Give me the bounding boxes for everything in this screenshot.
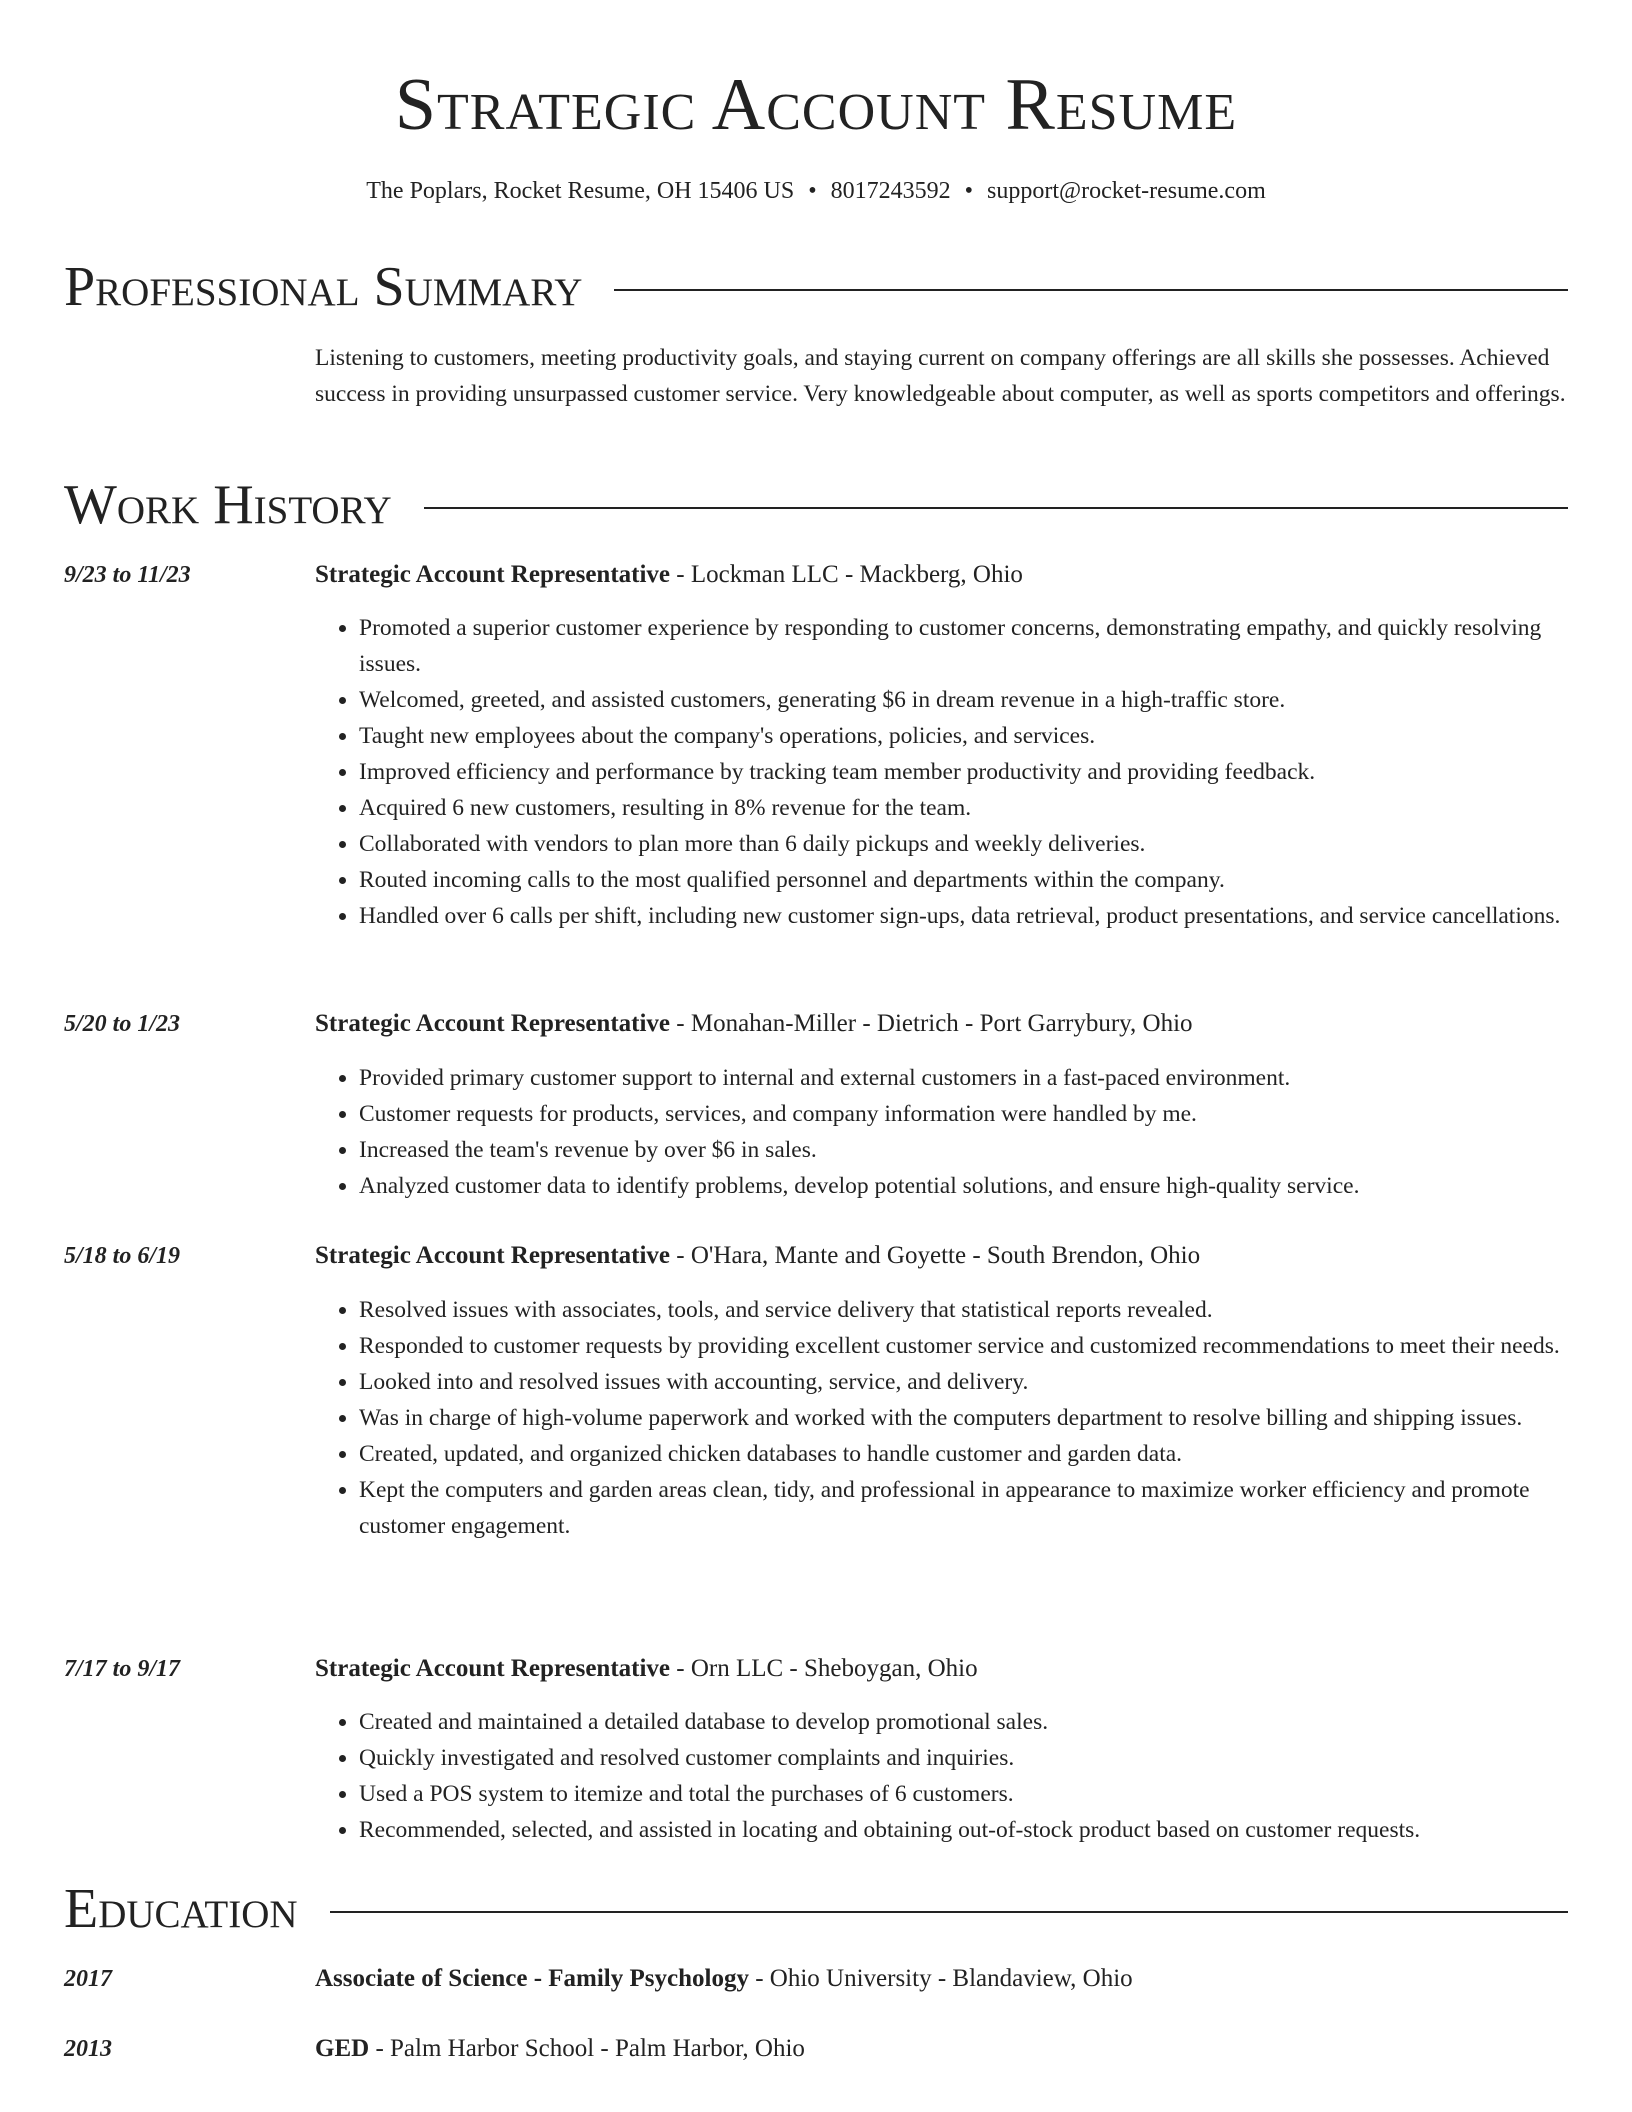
job-company: - Lockman LLC - Mackberg, Ohio [670, 561, 1023, 588]
education-degree: Associate of Science - Family Psychology [315, 1965, 749, 1992]
education-heading: Education [64, 1878, 298, 1940]
section-divider [424, 507, 1568, 509]
education-year: 2013 [64, 2036, 112, 2062]
job-company: - Orn LLC - Sheboygan, Ohio [670, 1655, 978, 1682]
job-company: - Monahan-Miller - Dietrich - Port Garrybury, Ohio [670, 1010, 1193, 1037]
job-bullet: • Customer requests for products, services, and company information were handled by me. [359, 1096, 1568, 1132]
contact-phone: 8017243592 [830, 178, 951, 204]
contact-line [0, 176, 1632, 206]
contact-separator: • [808, 178, 817, 204]
summary-heading: Professional Summary [64, 256, 583, 318]
education-degree: GED [315, 2035, 370, 2062]
job-dates: 7/17 to 9/17 [64, 1656, 181, 1682]
job-bullet: • Was in charge of high-volume paperwork and worked with the computers department to resolve billing and shipping issues. [359, 1400, 1568, 1436]
job-dates: 5/20 to 1/23 [64, 1011, 181, 1037]
job-bullet: • Promoted a superior customer experience by responding to customer concerns, demonstrating empathy, and quickly resolving issues. [359, 610, 1568, 682]
work-section-heading [64, 472, 1568, 538]
education-title-line [315, 2031, 1568, 2067]
job-dates: 9/23 to 11/23 [64, 562, 191, 588]
job-title-line [315, 1006, 1568, 1042]
job-bullet: • Quickly investigated and resolved customer complaints and inquiries. [359, 1740, 1568, 1776]
resume-name: Strategic Account Resume [394, 64, 1238, 146]
job-bullet: • Taught new employees about the company's operations, policies, and services. [359, 718, 1568, 754]
job-bullet: • Routed incoming calls to the most qualified personnel and departments within the company. [359, 862, 1568, 898]
job-bullet: • Kept the computers and garden areas clean, tidy, and professional in appearance to maximize worker efficiency and promote customer engagement. [359, 1472, 1568, 1544]
work-heading: Work History [64, 474, 392, 536]
education-school: - Palm Harbor School - Palm Harbor, Ohio [369, 2035, 805, 2062]
education-section-heading [64, 1876, 1568, 1942]
job-bullet: • Used a POS system to itemize and total the purchases of 6 customers. [359, 1776, 1568, 1812]
job-bullet: • Resolved issues with associates, tools, and service delivery that statistical reports revealed. [359, 1292, 1568, 1328]
job-bullet: • Welcomed, greeted, and assisted customers, generating $6 in dream revenue in a high-traffic store. [359, 682, 1568, 718]
job-company: - O'Hara, Mante and Goyette - South Brendon, Ohio [670, 1242, 1201, 1269]
job-title: Strategic Account Representative [315, 1655, 671, 1682]
job-bullet: • Improved efficiency and performance by tracking team member productivity and providing feedback. [359, 754, 1568, 790]
job-bullet: • Handled over 6 calls per shift, including new customer sign-ups, data retrieval, product presentations, and service cancellations. [359, 898, 1568, 934]
job-bullet: • Analyzed customer data to identify problems, develop potential solutions, and ensure high-quality service. [359, 1168, 1568, 1204]
job-title-line [315, 557, 1568, 593]
education-year: 2017 [64, 1966, 112, 1992]
summary-text: Listening to customers, meeting productivity goals, and staying current on company offerings are all skills she possesses. Achieved success in providing unsurpassed customer service. Very knowledgeable about computer, as well as sports competitors and offerings. [315, 345, 1566, 407]
job-title: Strategic Account Representative [315, 561, 671, 588]
job-bullet: • Acquired 6 new customers, resulting in 8% revenue for the team. [359, 790, 1568, 826]
summary-section-heading [64, 254, 1568, 320]
job-bullet: • Recommended, selected, and assisted in locating and obtaining out-of-stock product based on customer requests. [359, 1812, 1568, 1848]
job-bullets [315, 1292, 1568, 1544]
job-title-line [315, 1651, 1568, 1687]
section-divider [330, 1911, 1568, 1913]
job-dates: 5/18 to 6/19 [64, 1243, 181, 1269]
section-divider [614, 289, 1568, 291]
contact-email: support@rocket-resume.com [987, 178, 1266, 204]
job-bullet: • Increased the team's revenue by over $6 in sales. [359, 1132, 1568, 1168]
contact-separator: • [964, 178, 974, 204]
job-bullet: • Created and maintained a detailed database to develop promotional sales. [359, 1704, 1568, 1740]
job-bullet: • Created, updated, and organized chicken databases to handle customer and garden data. [359, 1436, 1568, 1472]
contact-address: The Poplars, Rocket Resume, OH 15406 US [366, 178, 795, 204]
job-bullets [315, 1704, 1568, 1848]
job-title: Strategic Account Representative [315, 1242, 671, 1269]
education-title-line [315, 1961, 1568, 1997]
job-bullet: • Provided primary customer support to internal and external customers in a fast-paced environment. [359, 1060, 1568, 1096]
job-title: Strategic Account Representative [315, 1010, 671, 1037]
education-school: - Ohio University - Blandaview, Ohio [748, 1965, 1133, 1992]
job-bullets [315, 610, 1568, 934]
job-bullet: • Responded to customer requests by providing excellent customer service and customized recommendations to meet their needs. [359, 1328, 1568, 1364]
job-bullets [315, 1060, 1568, 1204]
job-bullet: • Looked into and resolved issues with accounting, service, and delivery. [359, 1364, 1568, 1400]
job-title-line [315, 1238, 1568, 1274]
job-bullet: • Collaborated with vendors to plan more than 6 daily pickups and weekly deliveries. [359, 826, 1568, 862]
